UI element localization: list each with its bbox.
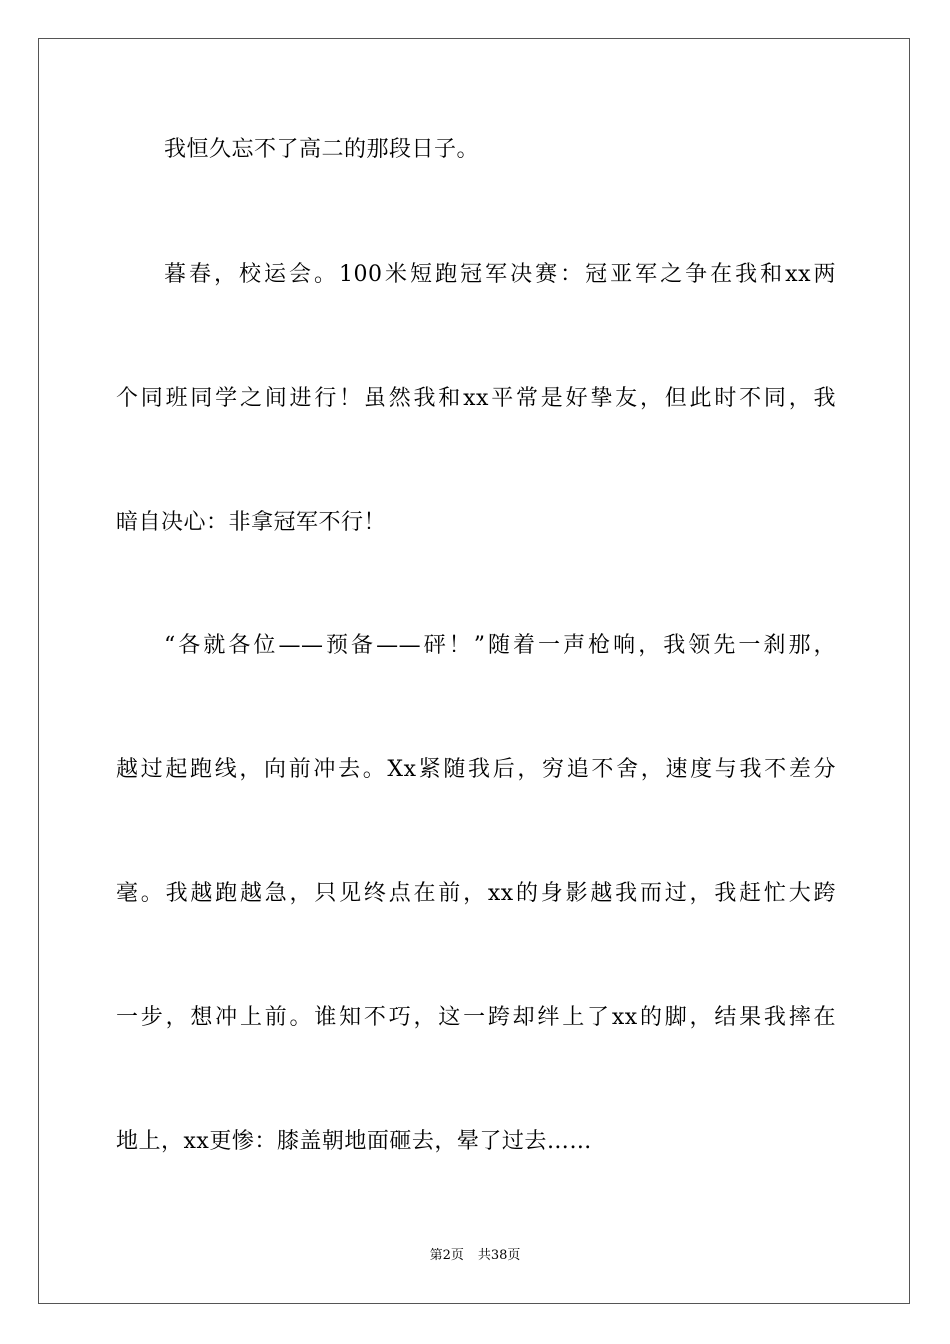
- total-pages: 共38页: [477, 1248, 521, 1263]
- page-border: [38, 38, 910, 1304]
- paragraph-line-3: 个同班同学之间进行！虽然我和xx平常是好挚友，但此时不同，我: [116, 386, 836, 411]
- paragraph-line-7: 毫。我越跑越急，只见终点在前，xx的身影越我而过，我赶忙大跨: [116, 881, 836, 906]
- paragraph-line-8: 一步，想冲上前。谁知不巧，这一跨却绊上了xx的脚，结果我摔在: [116, 1005, 836, 1030]
- page-number: 第2页: [429, 1248, 464, 1263]
- paragraph-line-6: 越过起跑线，向前冲去。Xx紧随我后，穷追不舍，速度与我不差分: [116, 757, 836, 782]
- page-footer: [0, 1247, 950, 1265]
- paragraph-line-4: 暗自决心：非拿冠军不行！: [116, 510, 387, 535]
- paragraph-line-9: 地上，xx更惨：膝盖朝地面砸去，晕了过去……: [116, 1129, 592, 1154]
- paragraph-line-5: “各就各位——预备——砰！”随着一声枪响，我领先一刹那，: [164, 633, 836, 658]
- paragraph-line-1: 我恒久忘不了高二的那段日子。: [164, 137, 480, 162]
- paragraph-line-2: 暮春，校运会。100米短跑冠军决赛：冠亚军之争在我和xx两: [164, 262, 836, 287]
